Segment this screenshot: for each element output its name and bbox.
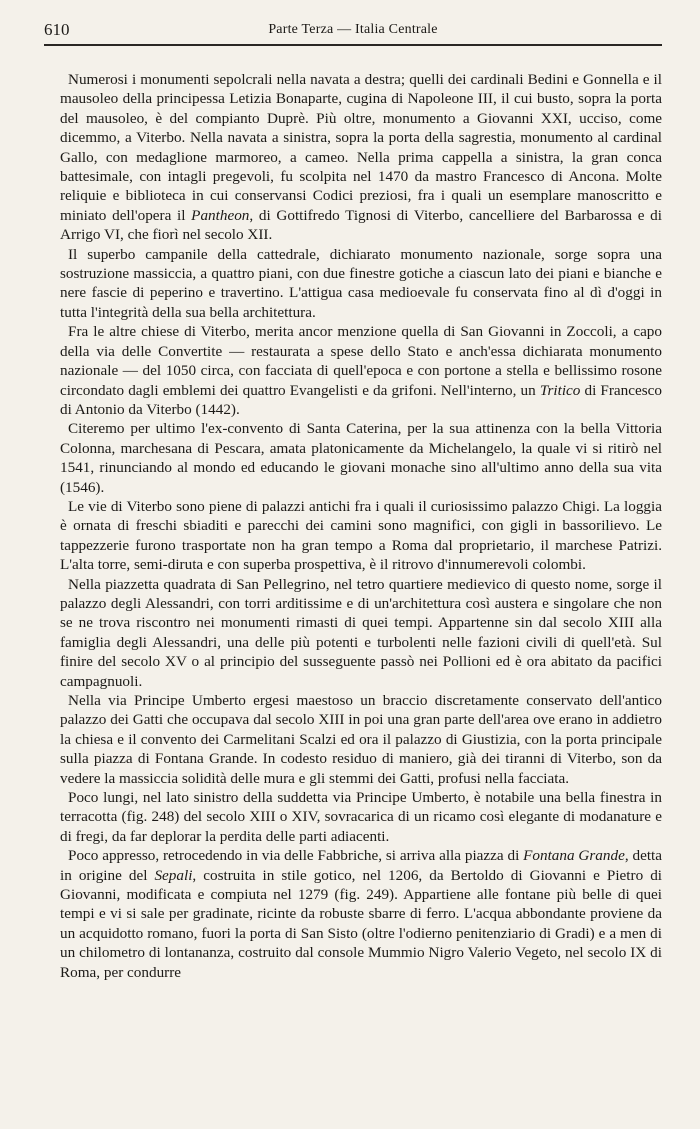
running-head: Parte Terza — Italia Centrale bbox=[268, 22, 438, 37]
italic-text: Pantheon bbox=[191, 206, 250, 224]
paragraph bbox=[60, 846, 662, 982]
body-text bbox=[60, 70, 662, 982]
text-run: Numerosi i monumenti sepolcrali nella navata a destra; quelli dei cardinali Bedini e Gonnella e il mausoleo della principessa Letizia Bonaparte, cugina di Napoleone III, il cui busto, sopra la porta del mausoleo, è del compianto Duprè. Più oltre, monumento a Giovanni XXI, ucciso, come dicemmo, a Viterbo. Nella navata a sinistra, sopra la porta della sagrestia, monumento al cardinal Gallo, con medaglione marmoreo, a cameo. Nella prima cappella a sinistra, la gran conca battesimale, con intagli pregevoli, fu scolpita nel 1470 da mastro Francesco di Ancona. Molte reliquie e biblioteca in cui conservansi Codici preziosi, fra i quali un esemplare manoscritto e miniato dell'opera il bbox=[60, 71, 662, 224]
text-run: , di Gottifredo Tignosi di Viterbo, cancelliere del Barbarossa e di Arrigo VI, che fiorì nel secolo XII. bbox=[60, 206, 662, 244]
text-run: Poco lungi, nel lato sinistro della suddetta via Principe Umberto, è notabile una bella finestra in terracotta (fig. 248) del secolo XIII o XIV, sovracarica di un ricamo così elegante di modanature e di fregi, da far deplorar la perdita delle parti adiacenti. bbox=[60, 789, 662, 845]
text-run: Le vie di Viterbo sono piene di palazzi antichi fra i quali il curiosissimo palazzo Chigi. La loggia è ornata di freschi sbiaditi e parecchi dei camini sono magnifici, con gigli in bassorilievo. Le tappezzerie furono trasportate non ha gran tempo a Roma dal proprietario, il marchese Patrizi. L'alta torre, semi-diruta e con superba prospettiva, è il ritrovo d'innumerevoli colombi. bbox=[60, 497, 662, 574]
italic-text: Fontana Grande bbox=[523, 847, 625, 865]
text-run: Nella piazzetta quadrata di San Pellegrino, nel tetro quartiere medievico di questo nome, sorge il palazzo degli Alessandri, con torri arditissime e di un'architettura così austera e singolare che non se ne trova riscontro nei monumenti rimasti di quei tempi. Appartenne sin dal secolo XIII alla famiglia degli Alessandri, una delle più potenti e turbolenti nelle fazioni civili di quell'età. Sul finire del secolo XV o al principio del susseguente passò nei Pollioni ed è ora abitato da pacifici campagnuoli. bbox=[60, 575, 662, 690]
italic-text: Tritico bbox=[539, 381, 581, 399]
text-run: Citeremo per ultimo l'ex-convento di Santa Caterina, per la sua attinenza con la bella Vittoria Colonna, marchesana di Pescara, amata platonicamente da Michelangelo, la quale vi si ritirò nel 1541, rinunciando al mondo ed educando le giovani monache sino all'ultimo anno della sua vita (1546). bbox=[60, 420, 662, 496]
paragraph bbox=[60, 245, 662, 323]
paragraph bbox=[60, 788, 662, 846]
paragraph bbox=[60, 70, 662, 245]
text-run: di Francesco di Antonio da Viterbo (1442). bbox=[60, 381, 662, 418]
page-header bbox=[44, 20, 662, 46]
paragraph bbox=[60, 575, 662, 691]
text-run: , costruita in stile gotico, nel 1206, da Bertoldo di Giovanni e Pietro di Giovanni, modificata e compiuta nel 1279 (fig. 249). Appartiene alle fontane più belle di quei tempi e vi si sale per gradinate, ricinte da robuste sbarre di ferro. L'acqua abbondante proviene da un acquidotto romano, fuori la porta di San Sisto (oltre l'odierno penitenziario di Gradi) e a men di un chilometro di lontananza, costruito dal console Mummio Nigro Valerio Vegeto, nel secolo IX di Roma, per condurre bbox=[60, 866, 663, 981]
paragraph bbox=[60, 419, 662, 497]
italic-text: Sepali bbox=[154, 866, 193, 884]
text-run: , detta in origine del bbox=[60, 847, 662, 884]
paragraph bbox=[60, 497, 662, 575]
text-run: Nella via Principe Umberto ergesi maestoso un braccio discretamente conservato dell'antico palazzo dei Gatti che occupava dal secolo XIII in poi una gran parte dell'area ove erano in addietro la chiesa e il convento dei Carmelitani Scalzi ed ora il palazzo di Giustizia, con la porta principale sulla piazza di Fontana Grande. In codesto residuo di maniero, già dei tiranni di Viterbo, son da vedere la massiccia solidità delle mura e gli stemmi dei Gatti, profusi nella facciata. bbox=[60, 692, 662, 787]
text-run: Poco appresso, retrocedendo in via delle Fabbriche, si arriva alla piazza di bbox=[68, 847, 524, 865]
page-number: 610 bbox=[44, 20, 70, 39]
paragraph bbox=[60, 322, 662, 419]
paragraph bbox=[60, 691, 662, 788]
text-run: Il superbo campanile della cattedrale, dichiarato monumento nazionale, sorge sopra una sostruzione massiccia, a quattro piani, con due finestre gotiche a ciascun lato dei piani e bianche e nere fascie di peperino e travertino. L'attigua casa medioevale fu conservata fino al dì d'oggi in tutta l'integrità della sua bella architettura. bbox=[60, 245, 662, 321]
text-run: Fra le altre chiese di Viterbo, merita ancor menzione quella di San Giovanni in Zoccoli, a capo della via delle Convertite — restaurata a spese dello Stato e anch'essa dichiarata monumento nazionale — del 1050 circa, con facciata di quell'epoca e con portone a stella e bellissimo rosone circondato dagli emblemi dei quattro Evangelisti e da grifoni. Nell'interno, un bbox=[60, 323, 662, 399]
